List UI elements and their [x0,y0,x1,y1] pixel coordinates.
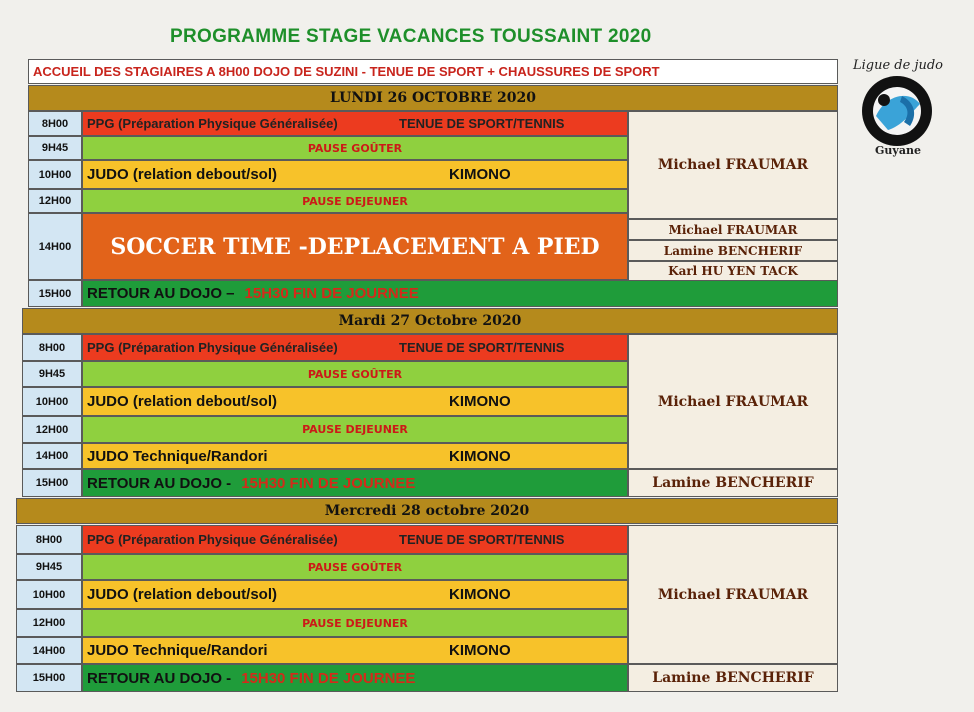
welcome-banner: ACCUEIL DES STAGIAIRES A 8H00 DOJO DE SUZINI - TENUE DE SPORT + CHAUSSURES DE SPORT [28,59,838,84]
time-cell: 14H00 [16,637,82,664]
time-cell: 9H45 [28,136,82,160]
activity-text: PPG (Préparation Physique Généralisée) [87,340,338,355]
activity-soccer: SOCCER TIME -DEPLACEMENT A PIED [82,213,628,280]
activity-text: JUDO (relation debout/sol) [87,586,278,603]
coach-cell: Michael FRAUMAR [628,111,838,219]
time-cell: 12H00 [16,609,82,637]
coach-cell: Michael FRAUMAR [628,219,838,240]
activity-judo [82,387,628,416]
day-header: Mercredi 28 octobre 2020 [16,498,838,524]
activity-retour [82,469,628,497]
activity-text: PPG (Préparation Physique Généralisée) [87,116,338,131]
activity-extra: KIMONO [449,447,511,465]
activity-text: RETOUR AU DOJO – [87,285,235,302]
activity-pause: PAUSE GOÛTER [82,554,628,580]
activity-pause: PAUSE GOÛTER [82,361,628,387]
activity-pause: PAUSE DEJEUNER [82,609,628,637]
activity-extra: KIMONO [449,166,511,183]
time-cell: 12H00 [22,416,82,443]
day-header: LUNDI 26 OCTOBRE 2020 [28,85,838,111]
activity-pause: PAUSE DEJEUNER [82,189,628,213]
activity-text: JUDO Technique/Randori [87,447,268,465]
time-cell: 15H00 [28,280,82,307]
time-cell: 15H00 [22,469,82,497]
logo-script-text: Ligue de judo [852,58,943,73]
day-header: Mardi 27 Octobre 2020 [22,308,838,334]
time-cell: 12H00 [28,189,82,213]
time-cell: 8H00 [16,525,82,554]
time-cell: 9H45 [22,361,82,387]
activity-ppg [82,111,628,136]
time-cell: 8H00 [28,111,82,136]
activity-judo [82,160,628,189]
ligue-logo [848,58,948,158]
activity-text: JUDO Technique/Randori [87,642,268,659]
activity-ppg [82,334,628,361]
coach-cell: Karl HU YEN TACK [628,261,838,281]
time-cell: 10H00 [16,580,82,609]
activity-text: RETOUR AU DOJO - [87,474,232,492]
judo-logo-icon [862,76,932,146]
activity-extra: 15H30 FIN DE JOURNEE [241,474,416,492]
activity-text: PPG (Préparation Physique Généralisée) [87,532,338,547]
activity-text: RETOUR AU DOJO - [87,669,232,687]
activity-extra: KIMONO [449,586,511,603]
coach-cell: Michael FRAUMAR [628,525,838,664]
activity-pause: PAUSE DEJEUNER [82,416,628,443]
coach-cell: Lamine BENCHERIF [628,469,838,497]
coach-cell: Michael FRAUMAR [628,334,838,469]
time-cell: 10H00 [28,160,82,189]
coach-cell: Lamine BENCHERIF [628,240,838,261]
time-cell: 15H00 [16,664,82,692]
activity-pause: PAUSE GOÛTER [82,136,628,160]
time-cell: 14H00 [22,443,82,469]
activity-retour [82,280,838,307]
activity-text: JUDO (relation debout/sol) [87,393,278,410]
activity-extra: 15H30 FIN DE JOURNEE [241,669,416,687]
activity-retour [82,664,628,692]
activity-extra: TENUE DE SPORT/TENNIS [399,340,565,355]
activity-extra: 15H30 FIN DE JOURNEE [244,285,419,302]
activity-extra: KIMONO [449,642,511,659]
coach-cell: Lamine BENCHERIF [628,664,838,692]
logo-subtitle: Guyane [875,144,921,157]
activity-judo-randori [82,443,628,469]
time-cell: 9H45 [16,554,82,580]
activity-judo-randori [82,637,628,664]
activity-ppg [82,525,628,554]
page-title: PROGRAMME STAGE VACANCES TOUSSAINT 2020 [170,26,652,47]
activity-extra: TENUE DE SPORT/TENNIS [399,532,565,547]
activity-extra: TENUE DE SPORT/TENNIS [399,116,565,131]
activity-extra: KIMONO [449,393,511,410]
activity-judo [82,580,628,609]
time-cell: 14H00 [28,213,82,280]
time-cell: 8H00 [22,334,82,361]
activity-text: JUDO (relation debout/sol) [87,166,278,183]
time-cell: 10H00 [22,387,82,416]
